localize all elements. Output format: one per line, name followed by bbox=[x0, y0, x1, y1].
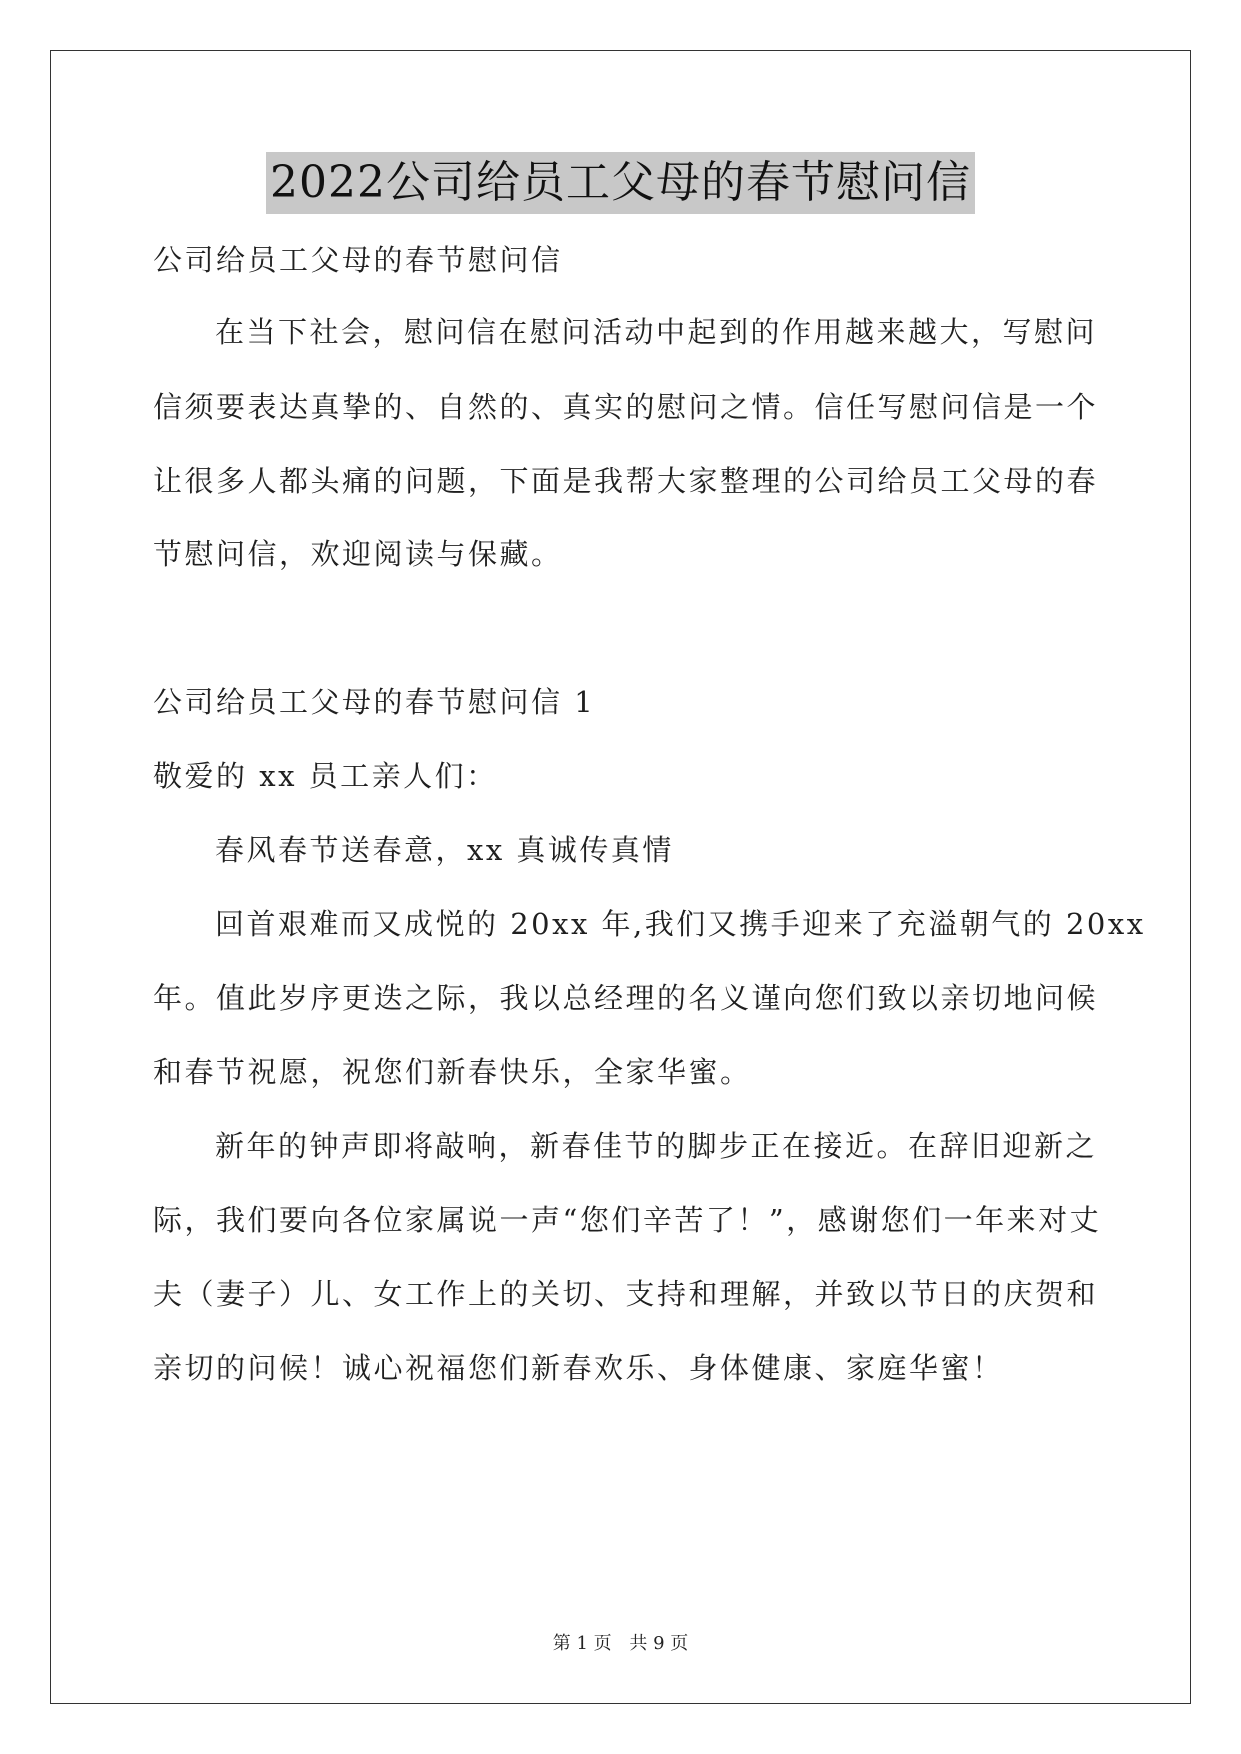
paragraph-line: 在当下社会，慰问信在慰问活动中起到的作用越来越大，写慰问 bbox=[215, 315, 1098, 349]
paragraph-line: 际，我们要向各位家属说一声“您们辛苦了！”，感谢您们一年来对丈 bbox=[153, 1203, 1102, 1237]
paragraph-line: 回首艰难而又成悦的 20xx 年,我们又携手迎来了充溢朝气的 20xx bbox=[215, 907, 1146, 941]
paragraph-line: 夫（妻子）儿、女工作上的关切、支持和理解，并致以节日的庆贺和 bbox=[153, 1277, 1099, 1311]
page-footer bbox=[0, 1632, 1241, 1656]
document-title: 2022公司给员工父母的春节慰问信 bbox=[266, 152, 975, 214]
paragraph-line: 春风春节送春意，xx 真诚传真情 bbox=[215, 833, 674, 867]
section-heading: 公司给员工父母的春节慰问信 1 bbox=[153, 685, 596, 719]
paragraph-line: 让很多人都头痛的问题，下面是我帮大家整理的公司给员工父母的春 bbox=[153, 464, 1099, 498]
paragraph-line: 和春节祝愿，祝您们新春快乐，全家华蜜。 bbox=[153, 1055, 752, 1089]
page-total: 共 9 页 bbox=[629, 1633, 689, 1654]
paragraph-line: 信须要表达真挚的、自然的、真实的慰问之情。信任写慰问信是一个 bbox=[153, 390, 1099, 424]
salutation-line: 敬爱的 xx 员工亲人们： bbox=[153, 759, 498, 793]
paragraph-line: 新年的钟声即将敲响，新春佳节的脚步正在接近。在辞旧迎新之 bbox=[215, 1129, 1098, 1163]
page-number: 第 1 页 bbox=[552, 1633, 612, 1654]
paragraph-line: 节慰问信，欢迎阅读与保藏。 bbox=[153, 537, 563, 571]
subtitle-line: 公司给员工父母的春节慰问信 bbox=[153, 243, 563, 277]
paragraph-line: 亲切的问候！诚心祝福您们新春欢乐、身体健康、家庭华蜜！ bbox=[153, 1351, 1004, 1385]
paragraph-line: 年。值此岁序更迭之际，我以总经理的名义谨向您们致以亲切地问候 bbox=[153, 981, 1099, 1015]
title-container bbox=[0, 152, 1241, 214]
page-border bbox=[50, 50, 1191, 1704]
